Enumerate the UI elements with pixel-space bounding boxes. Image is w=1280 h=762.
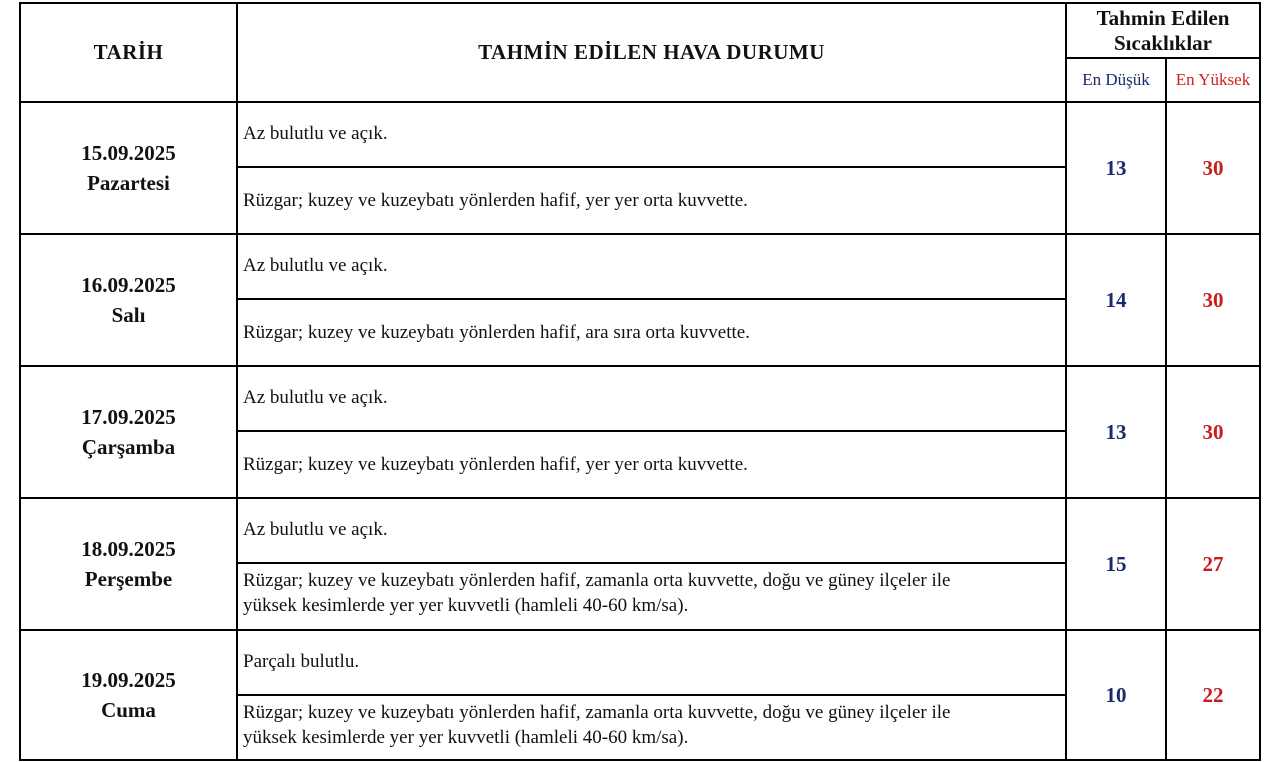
low-temp-value: 13 <box>1067 367 1167 497</box>
wind-description: Rüzgar; kuzey ve kuzeybatı yönlerden hafif, yer yer orta kuvvette. <box>243 190 748 211</box>
table-row <box>19 103 1261 235</box>
date-cell <box>21 499 238 629</box>
high-temp-value: 30 <box>1202 155 1224 180</box>
temps-title-line1: Tahmin Edilen <box>1096 5 1230 30</box>
high-temp-value: 27 <box>1202 551 1224 576</box>
date-cell <box>21 631 238 759</box>
table-row <box>19 631 1261 761</box>
temps-cell <box>1067 367 1259 497</box>
header-forecast-cell <box>238 4 1067 101</box>
date-value: 18.09.2025 <box>81 537 176 561</box>
wind-description: Rüzgar; kuzey ve kuzeybatı yönlerden hafif, ara sıra orta kuvvette. <box>243 322 750 343</box>
wind-description-line2: yüksek kesimlerde yer yer kuvvetli (hamleli 40-60 km/sa). <box>243 595 689 616</box>
sky-description: Az bulutlu ve açık. <box>238 367 1065 432</box>
low-temp-header: En Düşük <box>1067 59 1167 101</box>
date-value: 19.09.2025 <box>81 668 176 692</box>
date-cell <box>21 367 238 497</box>
forecast-cell <box>238 103 1067 233</box>
forecast-cell <box>238 631 1067 759</box>
table-row <box>19 235 1261 367</box>
table-row <box>19 367 1261 499</box>
forecast-cell <box>238 499 1067 629</box>
low-temp-value: 13 <box>1067 103 1167 233</box>
weekday-value: Çarşamba <box>81 435 176 459</box>
header-temps-cell <box>1067 4 1259 101</box>
temps-title-line2: Sıcaklıklar <box>1113 30 1213 55</box>
wind-description <box>238 564 1065 629</box>
table-row <box>19 499 1261 631</box>
date-value: 17.09.2025 <box>81 405 176 429</box>
date-cell <box>21 103 238 233</box>
header-date-cell <box>21 4 238 101</box>
temps-title <box>1067 4 1259 59</box>
wind-description-line2: yüksek kesimlerde yer yer kuvvetli (hamleli 40-60 km/sa). <box>243 727 689 748</box>
high-temp-value: 22 <box>1202 682 1224 707</box>
wind-description <box>238 696 1065 759</box>
temps-subheader <box>1067 59 1259 101</box>
wind-description-line1: Rüzgar; kuzey ve kuzeybatı yönlerden hafif, zamanla orta kuvvette, doğu ve güney ilçeler ile <box>243 570 951 591</box>
sky-description: Az bulutlu ve açık. <box>238 103 1065 168</box>
forecast-cell <box>238 235 1067 365</box>
low-temp-value: 14 <box>1067 235 1167 365</box>
high-temp-header: En Yüksek <box>1175 70 1251 89</box>
temps-cell <box>1067 631 1259 759</box>
temps-cell <box>1067 103 1259 233</box>
date-value: 15.09.2025 <box>81 141 176 165</box>
weekday-value: Salı <box>111 303 146 327</box>
low-temp-value: 10 <box>1067 631 1167 759</box>
forecast-cell <box>238 367 1067 497</box>
high-temp-value: 30 <box>1202 287 1224 312</box>
table-header <box>19 2 1261 103</box>
temps-cell <box>1067 235 1259 365</box>
weekday-value: Perşembe <box>84 567 173 591</box>
date-value: 16.09.2025 <box>81 273 176 297</box>
date-cell <box>21 235 238 365</box>
header-forecast-label: TAHMİN EDİLEN HAVA DURUMU <box>478 40 825 64</box>
sky-description: Parçalı bulutlu. <box>238 631 1065 696</box>
header-date-label: TARİH <box>93 40 164 64</box>
wind-description-line1: Rüzgar; kuzey ve kuzeybatı yönlerden hafif, zamanla orta kuvvette, doğu ve güney ilçeler ile <box>243 702 951 723</box>
weekday-value: Pazartesi <box>87 171 170 195</box>
forecast-table <box>19 2 1261 761</box>
wind-description: Rüzgar; kuzey ve kuzeybatı yönlerden hafif, yer yer orta kuvvette. <box>243 454 748 475</box>
low-temp-value: 15 <box>1067 499 1167 629</box>
weekday-value: Cuma <box>101 698 156 722</box>
temps-cell <box>1067 499 1259 629</box>
high-temp-value: 30 <box>1202 419 1224 444</box>
sky-description: Az bulutlu ve açık. <box>238 499 1065 564</box>
sky-description: Az bulutlu ve açık. <box>238 235 1065 300</box>
